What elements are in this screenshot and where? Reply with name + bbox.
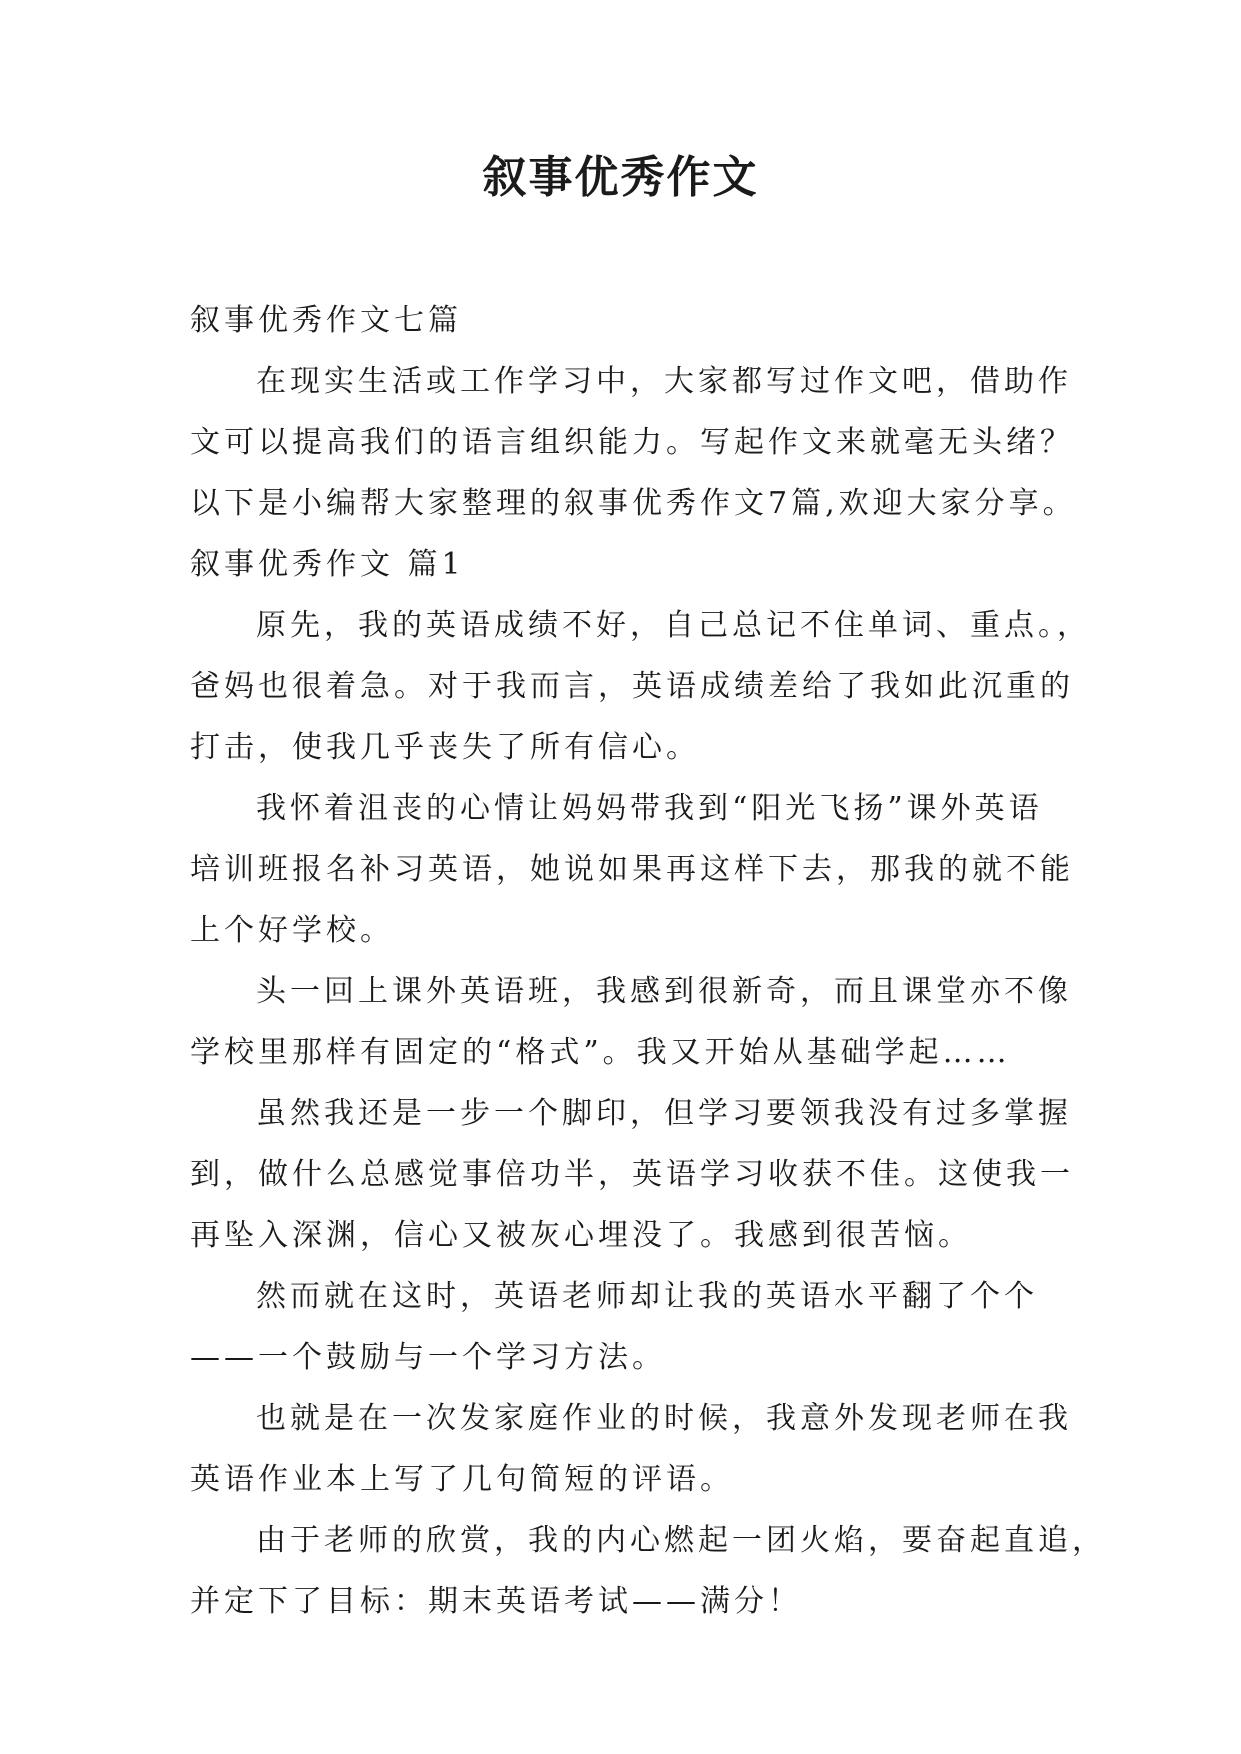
- text-line: 爸妈也很着急。对于我而言，英语成绩差给了我如此沉重的: [190, 669, 1074, 704]
- text-line: 上个好学校。: [190, 913, 394, 948]
- text-line: 头一回上课外英语班，我感到很新奇，而且课堂亦不像: [256, 974, 1072, 1009]
- text-line: 培训班报名补习英语，她说如果再这样下去，那我的就不能: [190, 852, 1074, 887]
- text-line: 叙事优秀作文 篇1: [190, 547, 465, 582]
- document-title: 叙事优秀作文: [482, 152, 759, 203]
- text-line: 再坠入深渊，信心又被灰心埋没了。我感到很苦恼。: [190, 1218, 972, 1253]
- text-line: 学校里那样有固定的“格式”。我又开始从基础学起……: [190, 1035, 1011, 1070]
- text-line: 以下是小编帮大家整理的叙事优秀作文7篇,欢迎大家分享。: [190, 486, 1077, 521]
- text-line: ——一个鼓励与一个学习方法。: [190, 1340, 666, 1375]
- document-body: [190, 290, 1106, 1632]
- text-line: 虽然我还是一步一个脚印，但学习要领我没有过多掌握: [256, 1096, 1072, 1131]
- text-line: 我怀着沮丧的心情让妈妈带我到“阳光飞扬”课外英语: [256, 791, 1043, 826]
- text-line: 由于老师的欣赏，我的内心燃起一团火焰，要奋起直追，: [256, 1523, 1106, 1558]
- text-line: 到，做什么总感觉事倍功半，英语学习收获不佳。这使我一: [190, 1157, 1074, 1192]
- text-line: 文可以提高我们的语言组织能力。写起作文来就毫无头绪？: [190, 425, 1074, 460]
- text-line: 在现实生活或工作学习中，大家都写过作文吧，借助作: [256, 364, 1072, 399]
- text-line: 并定下了目标：期末英语考试——满分！: [190, 1584, 802, 1619]
- text-line: 然而就在这时，英语老师却让我的英语水平翻了个个: [256, 1279, 1038, 1314]
- text-line: 打击，使我几乎丧失了所有信心。: [190, 730, 700, 765]
- text-line: 也就是在一次发家庭作业的时候，我意外发现老师在我: [256, 1401, 1072, 1436]
- text-line: 叙事优秀作文七篇: [190, 303, 462, 338]
- text-line: 英语作业本上写了几句简短的评语。: [190, 1462, 734, 1497]
- text-line: 原先，我的英语成绩不好，自己总记不住单词、重点。，: [256, 608, 1091, 643]
